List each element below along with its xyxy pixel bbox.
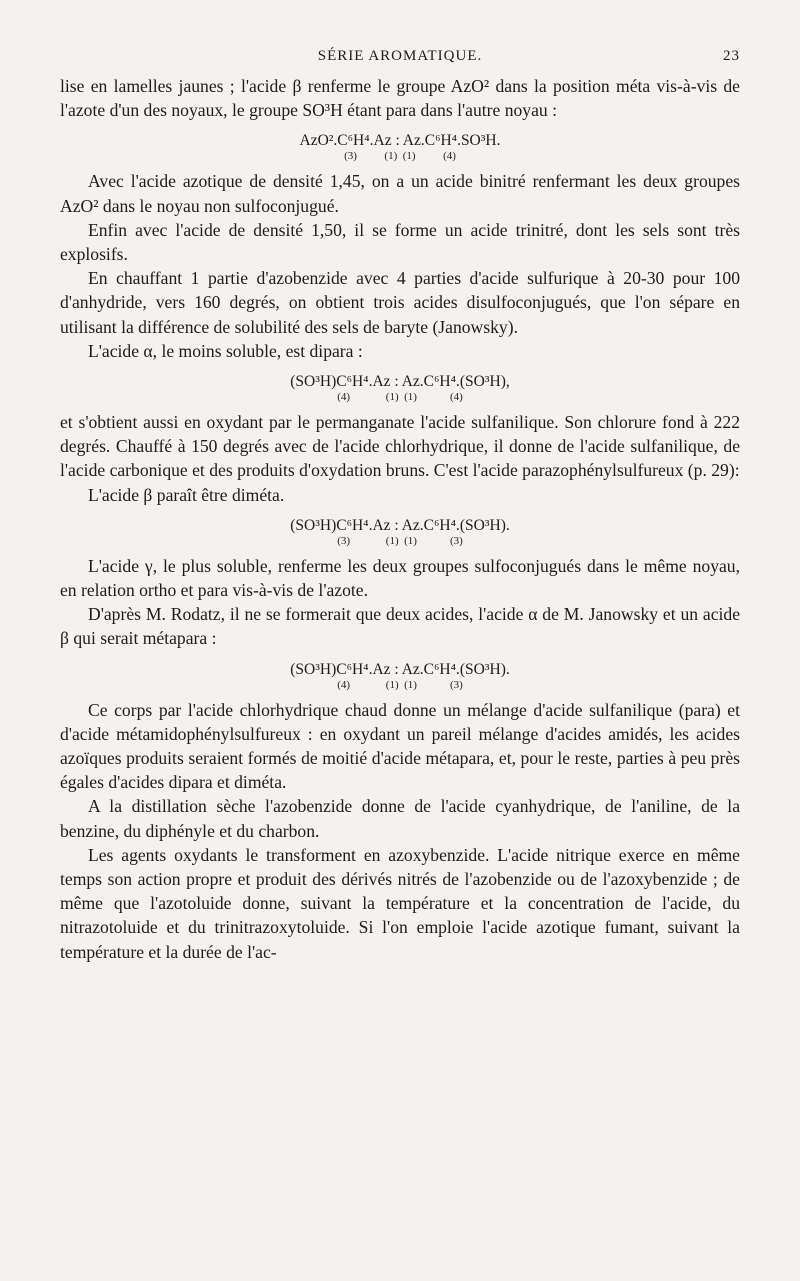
formula-3 — [60, 517, 740, 548]
running-title: SÉRIE AROMATIQUE. — [317, 48, 483, 64]
paragraph-6: et s'obtient aussi en oxydant par le permanganate l'acide sulfanilique. Son chlorure fond à 222 degrés. Chauffé à 150 degrés avec de l'acide chlorhydrique, il donne de l'acide sulfanilique, de l'acide carbonique et des produits d'oxydation bruns. C'est l'acide parazophénylsulfureux (p. 29): — [60, 412, 740, 481]
formula-2-positions: (4) (1) (1) (4) — [337, 391, 463, 404]
paragraph-3: Enfin avec l'acide de densité 1,50, il se forme un acide trinitré, dont les sels sont très explosifs. — [60, 219, 740, 265]
formula-3-positions: (3) (1) (1) (3) — [337, 534, 463, 547]
paragraph-5: L'acide α, le moins soluble, est dipara : — [88, 340, 363, 361]
formula-2-text: (SO³H)C⁶H⁴.Az : Az.C⁶H⁴.(SO³H), — [290, 373, 510, 391]
paragraph-7: L'acide β paraît être diméta. — [88, 484, 285, 505]
formula-1-text: AzO².C⁶H⁴.Az : Az.C⁶H⁴.SO³H. — [299, 132, 501, 150]
formula-1 — [60, 132, 740, 163]
paragraph-2: Avec l'acide azotique de densité 1,45, on a un acide binitré renfermant les deux groupes AzO² dans le noyau non sulfoconjugué. — [60, 171, 740, 216]
paragraph-8: L'acide γ, le plus soluble, renferme les deux groupes sulfoconjugués dans le même noyau, en relation ortho et para vis-à-vis de l'azote. — [60, 555, 740, 601]
formula-2 — [60, 373, 740, 404]
paragraph-9: D'après M. Rodatz, il ne se formerait que deux acides, l'acide α de M. Janowsky et un acide β qui serait métapara : — [60, 604, 740, 649]
formula-4-positions: (4) (1) (1) (3) — [337, 678, 463, 691]
paragraph-10: Ce corps par l'acide chlorhydrique chaud donne un mélange d'acide sulfanilique (para) et d'acide métamidophénylsulfureux : en oxydant un pareil mélange d'acides amidés, les acides azoïques produits seraient formés de moitié d'acide métapara, et, pour le reste, parties à peu près égales d'acides dipara et diméta. — [60, 699, 740, 793]
paragraph-4: En chauffant 1 partie d'azobenzide avec 4 parties d'acide sulfurique à 20-30 pour 100 d'anhydride, vers 160 degrés, on obtient trois acides disulfoconjugués, que l'on sépare en utilisant la différence de solubilité des sels de baryte (Janowsky). — [60, 268, 740, 337]
formula-4-text: (SO³H)C⁶H⁴.Az : Az.C⁶H⁴.(SO³H). — [290, 660, 510, 678]
page — [60, 48, 740, 964]
paragraph-12: Les agents oxydants le transforment en azoxybenzide. L'acide nitrique exerce en même temps son action propre et produit des dérivés nitrés de l'azobenzide ou de l'azoxybenzide ; de même que l'azotoluide donne, suivant la température et la concentration de l'acide, du nitrazotoluide et du trinitrazoxytoluide. Si l'on emploie l'acide azotique fumant, suivant la température et la durée de l'ac- — [60, 844, 740, 962]
running-header — [60, 48, 740, 74]
formula-3-text: (SO³H)C⁶H⁴.Az : Az.C⁶H⁴.(SO³H). — [290, 516, 510, 534]
paragraph-1: lise en lamelles jaunes ; l'acide β renferme le groupe AzO² dans la position méta vis-à-vis de l'azote d'un des noyaux, le groupe SO³H étant para dans l'autre noyau : — [60, 76, 740, 121]
paragraph-11: A la distillation sèche l'azobenzide donne de l'acide cyanhydrique, de l'aniline, de la benzine, du diphényle et du charbon. — [60, 796, 740, 841]
page-number: 23 — [723, 48, 740, 64]
formula-1-positions: (3) (1) (1) (4) — [344, 150, 456, 163]
formula-4 — [60, 661, 740, 692]
